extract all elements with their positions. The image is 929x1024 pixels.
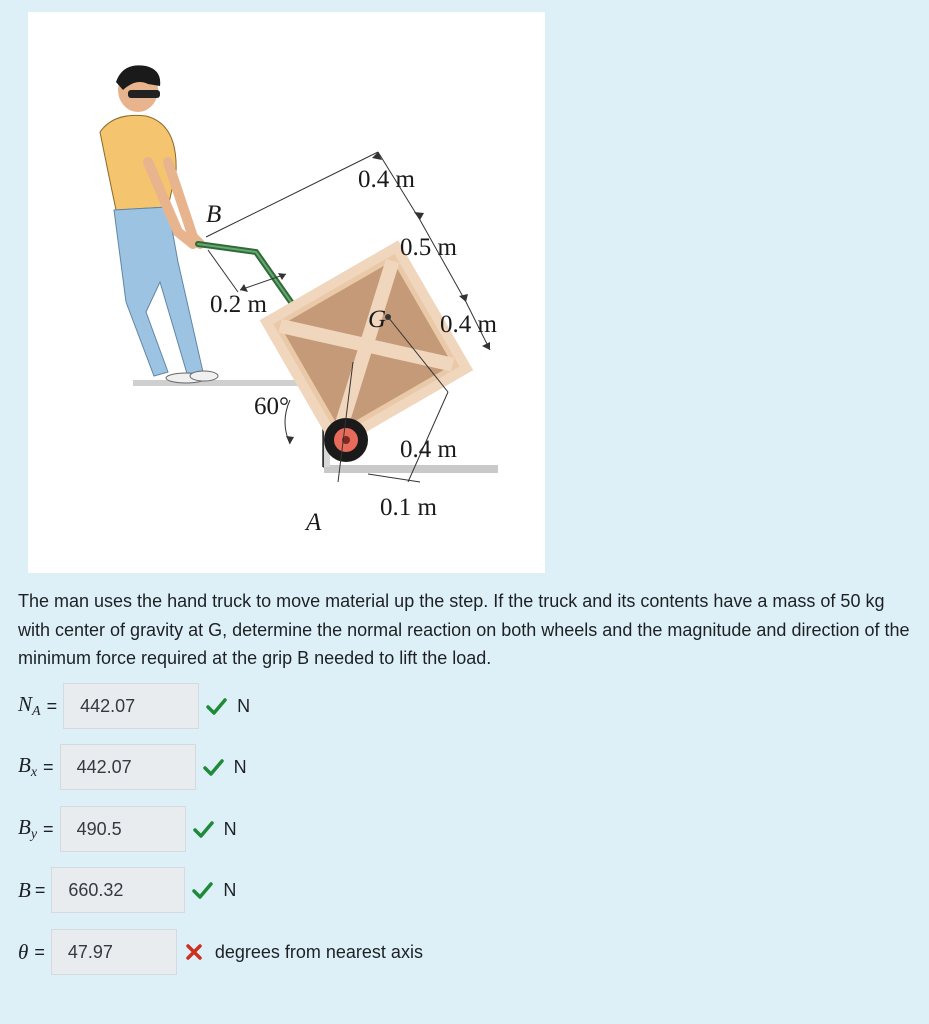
question-text: The man uses the hand truck to move material up the step. If the truck and its contents have a mass of 50 kg with center of gravity at G, determine the normal reaction on both wheels and the magnitude and direction of the minimum force required at the grip B needed to lift the load. xyxy=(18,591,910,668)
dim-01-label: 0.1 m xyxy=(380,494,437,521)
answer-row-b xyxy=(18,867,236,913)
dim-02-label: 0.2 m xyxy=(210,291,267,318)
correct-check-icon xyxy=(191,879,213,901)
correct-check-icon xyxy=(205,695,227,717)
answer-row-by xyxy=(18,806,237,852)
answer-input-bx[interactable]: 442.07 xyxy=(60,744,196,790)
answer-row-na xyxy=(18,683,250,729)
variable-label: $B_x$ xyxy=(18,753,38,780)
incorrect-cross-icon xyxy=(183,941,205,963)
unit-label: N xyxy=(237,695,251,716)
equals-sign: = xyxy=(46,695,58,716)
equals-sign: = xyxy=(43,818,54,839)
variable-label: $B_y$ xyxy=(18,815,38,842)
point-g-label: G xyxy=(368,306,387,333)
equals-sign: = xyxy=(34,941,45,962)
dim-bottom-04-label: 0.4 m xyxy=(400,436,457,463)
variable-label: θ xyxy=(18,939,29,964)
angle-label: 60° xyxy=(254,393,289,420)
variable-label: $N_A$ xyxy=(18,692,41,719)
answer-input-theta[interactable]: 47.97 xyxy=(51,929,177,975)
point-b-label: B xyxy=(206,201,222,228)
answer-row-theta xyxy=(18,929,423,975)
dim-05-label: 0.5 m xyxy=(400,234,457,261)
unit-label: N xyxy=(223,818,237,839)
problem-figure xyxy=(28,12,545,573)
correct-check-icon xyxy=(202,756,224,778)
hand-truck-diagram xyxy=(28,12,545,573)
dim-right-04-label: 0.4 m xyxy=(440,311,497,338)
answer-row-bx xyxy=(18,744,247,790)
unit-label: N xyxy=(223,879,237,900)
point-a-label: A xyxy=(306,509,322,536)
correct-check-icon xyxy=(192,818,214,840)
dim-top-04-label: 0.4 m xyxy=(358,166,415,193)
answer-input-by[interactable]: 490.5 xyxy=(60,806,186,852)
unit-label: degrees from nearest axis xyxy=(214,941,423,962)
man-figure xyxy=(100,65,218,383)
unit-label: N xyxy=(233,756,247,777)
variable-label: B xyxy=(18,877,31,902)
equals-sign: = xyxy=(43,756,54,777)
answer-input-b[interactable]: 660.32 xyxy=(51,867,185,913)
answer-input-na[interactable]: 442.07 xyxy=(63,683,199,729)
equals-sign: = xyxy=(34,879,46,900)
